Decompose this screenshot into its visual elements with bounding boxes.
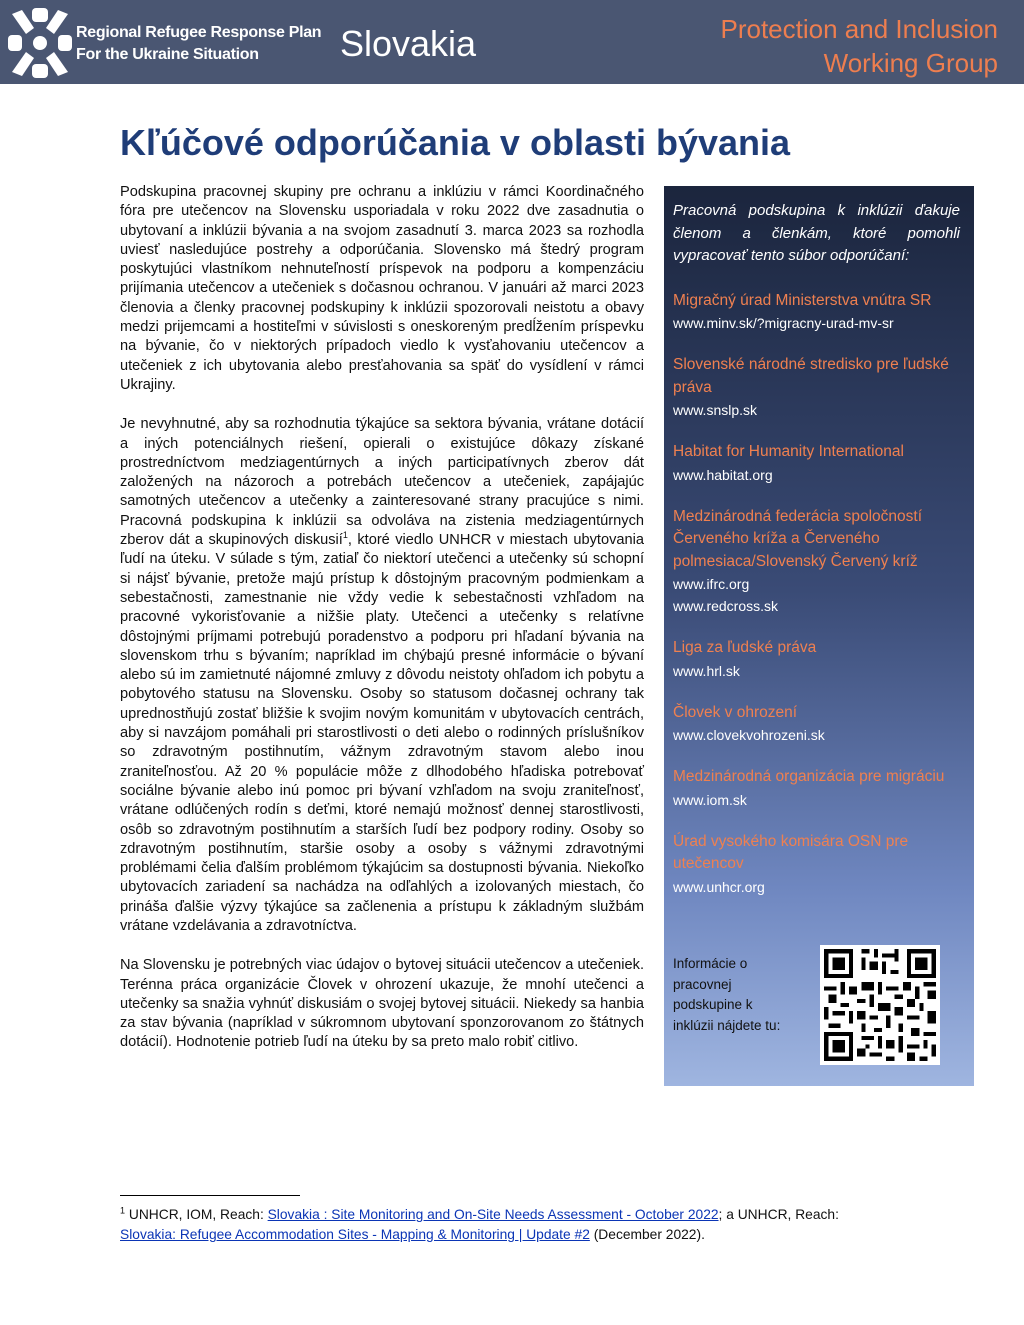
org-link[interactable]: www.habitat.org xyxy=(673,466,773,483)
footnote-link-site-monitoring[interactable]: Slovakia : Site Monitoring and On-Site Needs Assessment - October 2022 xyxy=(267,1207,719,1222)
qr-caption: Informácie o pracovnej podskupine k inklúzii nájdete tu: xyxy=(673,956,781,1033)
org-link[interactable]: www.ifrc.org xyxy=(673,576,750,592)
paragraph-3: Na Slovensku je potrebných viac údajov o bytovej situácii utečencov a utečeniek. Terénna práca organizácie Človek v ohrození ukazuje, že mnohí utečenci a utečenky sa snažia vyhnúť diskusiám o svojej bytovej situácii. Niekedy sa hanbia za stav bývania (napríklad v súkromnom ubytovaní sponzorovanom zo štátnych dotácií). Hodnotenie potrieb ľudí na úteku by sa preto malo robiť citlivo. xyxy=(120,957,644,1051)
org-item xyxy=(673,831,960,898)
org-link[interactable]: www.minv.sk/?migracny-urad-mv-sr xyxy=(673,315,894,331)
org-item xyxy=(673,702,960,747)
org-item xyxy=(673,766,960,811)
paragraph-2-part-b: , ktoré viedlo UNHCR v miestach ubytovania ľudí na úteku. V súlade s tým, zatiaľ čo niektorí utečenci a utečenky sú schopní si nájsť bývanie, pretože majú prístup k dôstojným pracovným podmienkam a sebestačnosti, zamestnanie nie vždy vedie k sebestačnosti vzhľadom na pracovné vykorisťovanie a nižšie platy. Utečenci a utečenky s relatívne dôstojnými príjmami potrebujú poradenstvo a podporu pri hľadaní bývania na slovenskom trhu s bývaním; napríklad im chýbajú presné informácie o bývaní alebo sú im zamietnuté nájomné zmluvy z dôvodu neistoty ohľadom ich pobytu a pobytového statusu na Slovensku. Osoby so statusom dočasnej ochrany tak uprednostňujú zostať bližšie k svojim novým komunitám v ubytovacích centrách, aby si navzájom pomáhali pri starostlivosti o deti alebo o rodinných príslušníkov so zdravotným postihnutím, vážnym zdravotným stavom alebo inou zraniteľnosťou. Až 20 % populácie môže z dlhodobého hľadiska potrebovať sociálne bývanie alebo inú pomoc pri bývaní vzhľadom na svoju zraniteľnosť, vrátane odlúčených rodín s deťmi, ktoré nemajú možnosť dennej starostlivosti, osôb so zdravotným postihnutím a starších ľudí bez podpory rodiny. Osoby so zdravotným postihnutím, staršie osoby a osoby s vážnymi zdravotnými problémami čelia ďalším problémom týkajúcim sa dostupnosti bývania. Niekoľko ubytovacích zariadení sa nachádza na odľahlých a izolovaných miestach, čo prináša ďalšie výzvy týkajúce sa začlenenia a prístupu k základným službám vrátane vzdelávania a zdravotníctva. xyxy=(120,532,644,934)
org-name: Medzinárodná federácia spoločností Červeného kríža a Červeného polmesiaca/Slovenský Červený kríž xyxy=(673,507,923,570)
rrp-logo-icon xyxy=(8,8,72,78)
rrp-title xyxy=(76,22,321,66)
paragraph-1: Podskupina pracovnej skupiny pre ochranu a inklúziu v rámci Koordinačného fóra pre utečencov na Slovensku usporiadala v roku 2022 dve zasadnutia o ubytovaní a inklúzii bývania a na svojom zasadnutí 3. marca 2023 sa rozhodla uviesť nasledujúce postrehy a odporúčania. Slovensko má štedrý program poskytujúci vlastníkom nehnuteľností príspevok na podporu a kompenzáciu prijímania utečencov a utečeniek s dočasnou ochranou. V januári až marci 2023 členovia a členky pracovnej podskupiny k inklúzii spozorovali neistotu a obavy medzi prijemcami a hostiteľmi v súvislosti s oneskoreným predĺžením príspevku na bývanie, čo v niektorých prípadoch viedlo k vysťahovaniu utečencov a utečeniek z ich ubytovania alebo presťahovania sa späť do vysídlení v rámci Ukrajiny. xyxy=(120,184,644,393)
page-title: Kľúčové odporúčania v oblasti bývania xyxy=(120,122,791,163)
org-name: Liga za ľudské práva xyxy=(673,639,817,656)
org-link[interactable]: www.redcross.sk xyxy=(673,598,779,614)
org-link[interactable]: www.snslp.sk xyxy=(673,402,758,418)
qr-code-icon[interactable] xyxy=(820,945,940,1065)
footnote xyxy=(120,1205,880,1245)
page-header xyxy=(0,0,1024,84)
org-item xyxy=(673,290,960,335)
org-item xyxy=(673,506,960,618)
org-link[interactable]: www.unhcr.org xyxy=(673,878,765,895)
sidebar-intro: Pracovná podskupina k inklúzii ďakuje členom a členkám, ktoré pomohli vypracovať tento súbor odporúčaní: xyxy=(673,202,960,264)
org-name: Úrad vysokého komisára OSN pre utečencov xyxy=(673,832,909,872)
working-group-line2: Working Group xyxy=(823,48,998,78)
acknowledgement-sidebar xyxy=(664,186,974,1086)
rrp-title-line1: Regional Refugee Response Plan xyxy=(76,24,322,41)
org-name: Slovenské národné stredisko pre ľudské práva xyxy=(673,356,949,396)
org-item xyxy=(673,441,960,486)
footnote-suffix: (December 2022). xyxy=(589,1227,705,1242)
org-link[interactable]: www.clovekvohrozeni.sk xyxy=(673,727,825,743)
footnote-link-accommodation-sites[interactable]: Slovakia: Refugee Accommodation Sites - Mapping & Monitoring | Update #2 xyxy=(120,1227,590,1242)
org-name: Medzinárodná organizácia pre migráciu xyxy=(673,768,945,785)
footnote-middle: ; a UNHCR, Reach: xyxy=(718,1207,839,1222)
footnote-marker: 1 xyxy=(120,1205,126,1216)
paragraph-2-part-a: Je nevyhnutné, aby sa rozhodnutia týkajúce sa sektora bývania, vrátane dotácií a iných potenciálnych riešení, opierali o existujúce dôkazy získané prostredníctvom medziagentúrnych a iných participatívnych zberov dát založených na názoroch a potrebách utečencov a utečeniek, zapájajúc samotných utečencov a utečenky a zainteresované strany pracujúce s nimi. Pracovná podskupina k inklúzii sa odvoláva na zistenia medziagentúrnych zberov dát a skupinových diskusií xyxy=(120,416,644,549)
country-name: Slovakia xyxy=(340,23,477,64)
org-link[interactable]: www.iom.sk xyxy=(673,791,747,808)
org-item xyxy=(673,354,960,421)
footnote-prefix: UNHCR, IOM, Reach: xyxy=(125,1207,268,1222)
footnote-divider xyxy=(120,1195,300,1196)
rrp-title-line2: For the Ukraine Situation xyxy=(76,46,259,63)
org-link[interactable]: www.hrl.sk xyxy=(673,662,740,679)
main-text xyxy=(120,183,644,1073)
paragraph-2 xyxy=(120,415,644,936)
footnote-ref[interactable]: 1 xyxy=(342,530,348,541)
org-name: Habitat for Humanity International xyxy=(673,443,904,460)
org-name: Migračný úrad Ministerstva vnútra SR xyxy=(673,291,932,309)
org-name: Človek v ohrození xyxy=(673,703,798,721)
working-group-title xyxy=(720,12,998,80)
working-group-line1: Protection and Inclusion xyxy=(720,14,998,44)
org-item xyxy=(673,637,960,682)
